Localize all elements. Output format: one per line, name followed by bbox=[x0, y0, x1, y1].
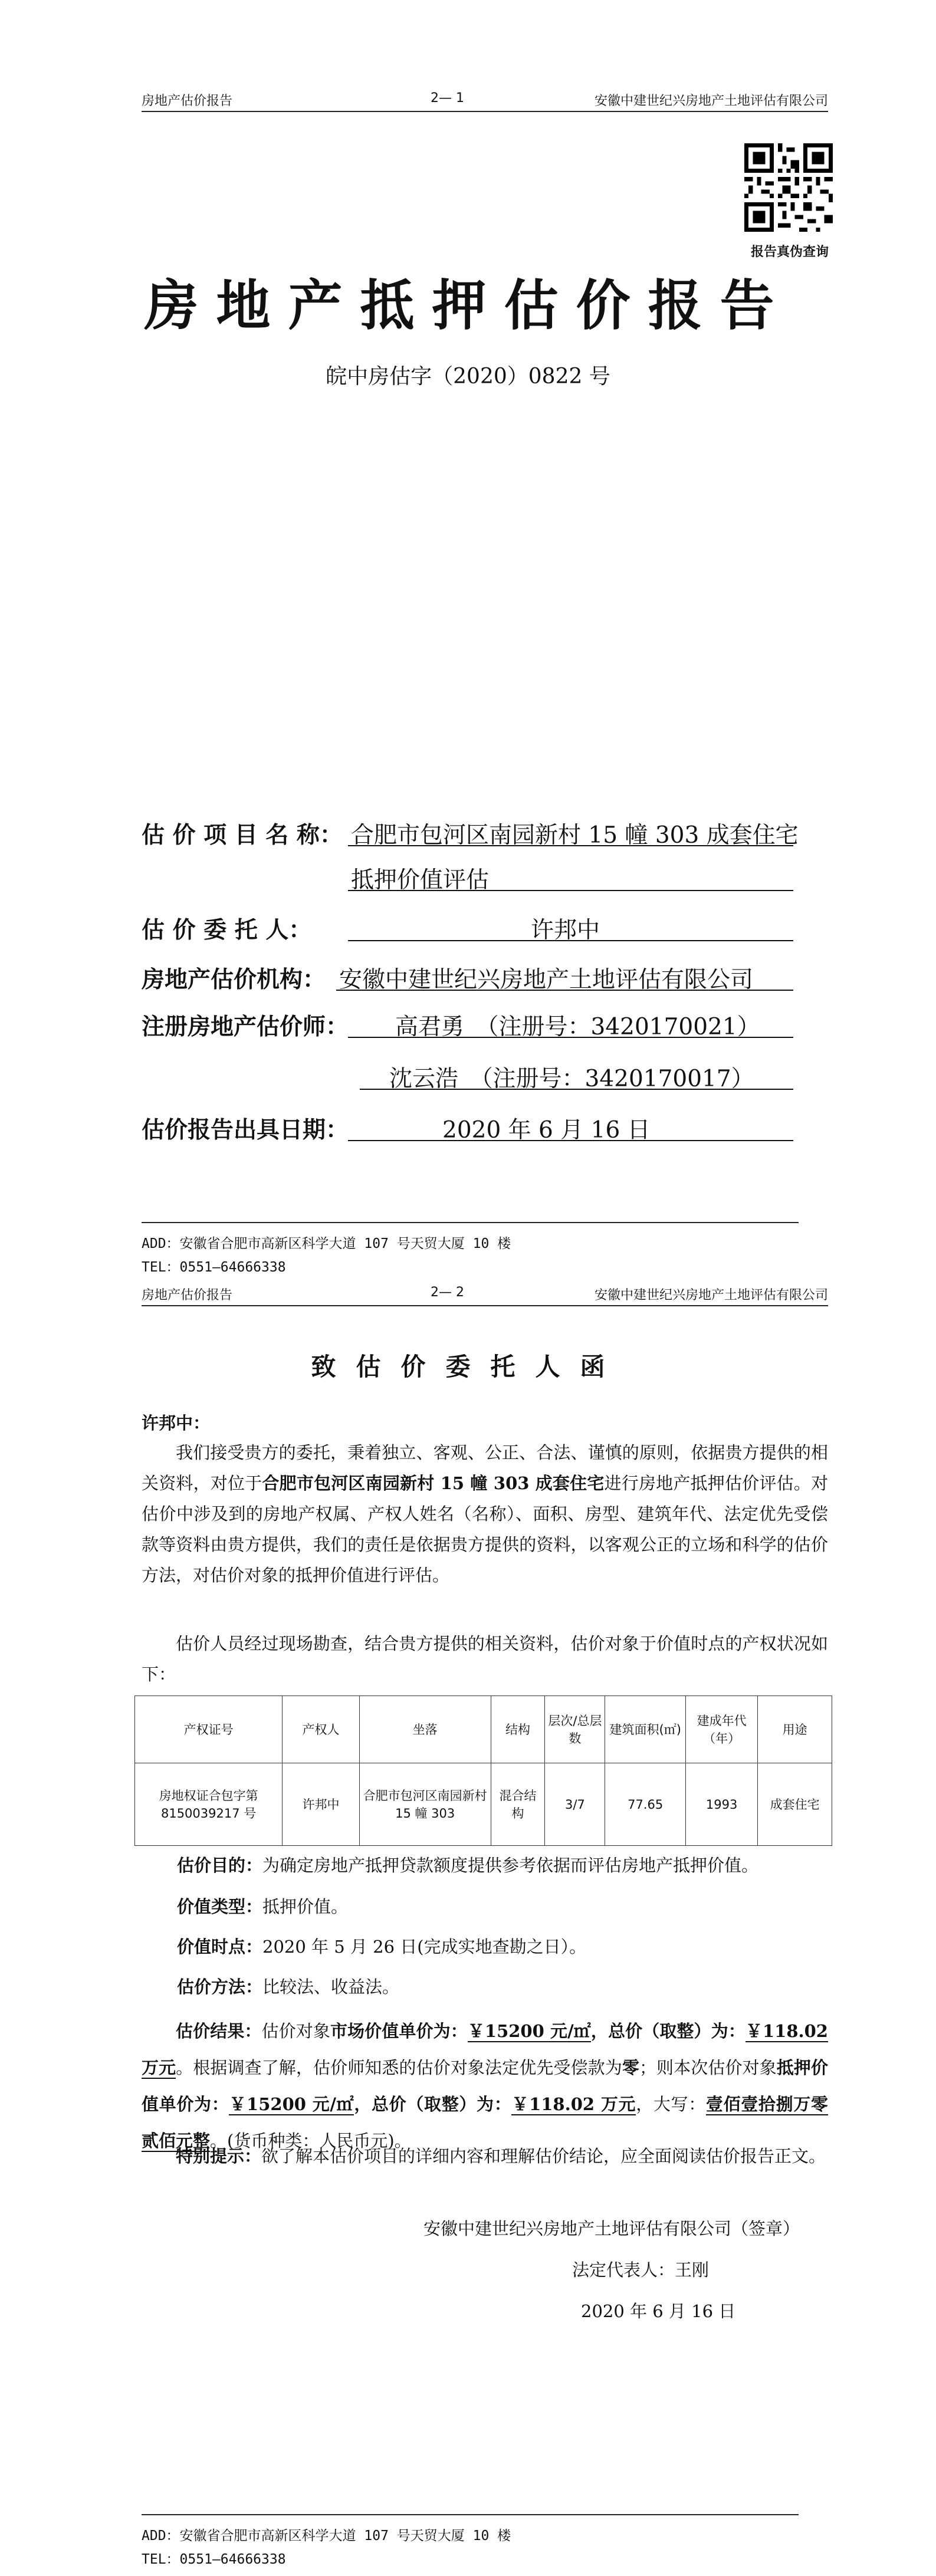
appraiser-1: 高君勇 （注册号：3420170021） bbox=[395, 1014, 760, 1040]
purpose-value: 为确定房地产抵押贷款额度提供参考依据而评估房地产抵押价值。 bbox=[262, 1855, 759, 1875]
notice-label: 特别提示： bbox=[176, 2146, 262, 2166]
project-name-label: 估 价 项 目 名 称： bbox=[142, 822, 343, 849]
result-text: 抵押价值单价为： bbox=[142, 2058, 828, 2114]
project-name-value-2: 抵押价值评估 bbox=[351, 867, 490, 893]
mortgage-total-price: ￥118.02 万元 bbox=[511, 2094, 636, 2114]
header-left: 房地产估价报告 bbox=[142, 1288, 233, 1303]
underline bbox=[360, 1089, 793, 1090]
header-left: 房地产估价报告 bbox=[142, 94, 233, 109]
appraiser-2: 沈云浩 （注册号：3420170017） bbox=[389, 1066, 754, 1092]
survey-paragraph: 估价人员经过现场勘查，结合贵方提供的相关资料，估价对象于价值时点的产权状况如下： bbox=[142, 1634, 828, 1684]
page-header bbox=[142, 88, 828, 112]
footer-address: ADD：安徽省合肥市高新区科学大道 107 号天贸大厦 10 楼 bbox=[142, 2528, 511, 2544]
table-row bbox=[135, 1763, 832, 1846]
col-owner: 产权人 bbox=[283, 1696, 359, 1763]
footer-divider bbox=[142, 2514, 799, 2515]
result-text: 。根据调查了解，估价师知悉的估价对象法定优先受偿款为 bbox=[176, 2058, 622, 2078]
col-use: 用途 bbox=[758, 1696, 832, 1763]
cell-structure: 混合结构 bbox=[491, 1763, 545, 1846]
qr-code-icon bbox=[744, 143, 833, 232]
value-time-value: 2020 年 5 月 26 日(完成实地查勘之日）。 bbox=[262, 1937, 587, 1957]
property-rights-table bbox=[134, 1696, 832, 1846]
cell-area: 77.65 bbox=[605, 1763, 686, 1846]
col-year: 建成年代（年） bbox=[686, 1696, 758, 1763]
result-text: ，总价（取整）为： bbox=[590, 2021, 745, 2041]
value-type-label: 价值类型： bbox=[177, 1897, 263, 1917]
method-value: 比较法、收益法。 bbox=[262, 1977, 400, 1997]
issue-date-label: 估价报告出具日期： bbox=[142, 1116, 349, 1144]
property-address: 合肥市包河区南园新村 15 幢 303 成套住宅 bbox=[262, 1473, 605, 1493]
signing-date: 2020 年 6 月 16 日 bbox=[581, 2301, 736, 2321]
cell-floor: 3/7 bbox=[545, 1763, 605, 1846]
table-header-row bbox=[135, 1696, 832, 1763]
footer-phone: TEL：0551—64666338 bbox=[142, 2552, 286, 2567]
issue-date-value: 2020 年 6 月 16 日 bbox=[442, 1117, 651, 1144]
result-text: ，总价（取整）为： bbox=[354, 2094, 512, 2114]
agency-value: 安徽中建世纪兴房地产土地评估有限公司 bbox=[339, 967, 754, 993]
intro-text-a: 我们接受贵方的委托，秉着独立、客观、公正、合法、谨慎的原则，依据贵方提供的相关资料，对位于 bbox=[142, 1443, 828, 1493]
market-total-price: ￥118.02 万元 bbox=[142, 2021, 828, 2078]
project-name-value: 合肥市包河区南园新村 15 幢 303 成套住宅 bbox=[351, 822, 799, 849]
result-label: 估价结果： bbox=[176, 2021, 262, 2041]
method-line bbox=[177, 1972, 828, 2002]
footer-phone: TEL：0551—64666338 bbox=[142, 1260, 286, 1275]
result-text: ，大写： bbox=[636, 2094, 706, 2114]
purpose-line bbox=[177, 1850, 828, 1881]
signing-company: 安徽中建世纪兴房地产土地评估有限公司（签章） bbox=[423, 2219, 800, 2239]
report-cover-page bbox=[0, 0, 936, 1283]
col-floor: 层次/总层数 bbox=[545, 1696, 605, 1763]
cell-location: 合肥市包河区南园新村 15 幢 303 bbox=[359, 1763, 491, 1846]
cell-owner: 许邦中 bbox=[283, 1763, 359, 1846]
notice-value: 欲了解本估价项目的详细内容和理解估价结论，应全面阅读估价报告正文。 bbox=[261, 2146, 826, 2166]
market-unit-price: ￥15200 元/㎡ bbox=[467, 2021, 591, 2041]
footer-divider bbox=[142, 1222, 799, 1223]
priority-claim: 零 bbox=[622, 2058, 639, 2078]
letter-to-client-page bbox=[0, 1283, 936, 2576]
cell-cert-no: 房地权证合包字第8150039217 号 bbox=[135, 1763, 283, 1846]
client-label: 估 价 委 托 人： bbox=[142, 916, 312, 944]
underline bbox=[348, 845, 793, 846]
mortgage-unit-price: ￥15200 元/㎡ bbox=[229, 2094, 354, 2114]
result-text: 估价对象 bbox=[261, 2021, 330, 2041]
cell-year: 1993 bbox=[686, 1763, 758, 1846]
value-type-line bbox=[177, 1891, 828, 1922]
salutation: 许邦中： bbox=[142, 1413, 211, 1433]
agency-label: 房地产估价机构： bbox=[142, 966, 326, 993]
amount-in-words: 壹佰壹拾捌万零贰佰元整 bbox=[142, 2094, 828, 2151]
col-structure: 结构 bbox=[491, 1696, 545, 1763]
footer-address: ADD：安徽省合肥市高新区科学大道 107 号天贸大厦 10 楼 bbox=[142, 1236, 511, 1251]
method-label: 估价方法： bbox=[177, 1977, 263, 1997]
report-title: 房地产抵押估价报告 bbox=[144, 274, 792, 337]
underline bbox=[348, 940, 793, 941]
result-text: 市场价值单价为： bbox=[330, 2021, 468, 2041]
result-text: 。(货币种类：人民币元)。 bbox=[210, 2131, 412, 2151]
purpose-label: 估价目的： bbox=[177, 1855, 263, 1875]
page-header bbox=[142, 1283, 828, 1306]
legal-representative: 法定代表人：王刚 bbox=[572, 2260, 710, 2280]
value-time-line bbox=[177, 1931, 828, 1962]
value-type-value: 抵押价值。 bbox=[262, 1897, 349, 1917]
col-cert-no: 产权证号 bbox=[135, 1696, 283, 1763]
value-time-label: 价值时点： bbox=[177, 1937, 263, 1957]
appraiser-label: 注册房地产估价师： bbox=[142, 1013, 349, 1040]
document-number: 皖中房估字（2020）0822 号 bbox=[326, 364, 610, 389]
intro-paragraph bbox=[142, 1437, 828, 1591]
col-location: 坐落 bbox=[359, 1696, 491, 1763]
col-area: 建筑面积(㎡) bbox=[605, 1696, 686, 1763]
underline bbox=[348, 890, 793, 891]
underline bbox=[336, 990, 793, 991]
client-value: 许邦中 bbox=[531, 917, 600, 944]
intro-text-c: 进行房地产抵押估价评估。对估价中涉及到的房地产权属、产权人姓名（名称）、面积、房型、建筑年代、法定优先受偿款等资料由贵方提供，我们的责任是依据贵方提供的资料，以客观公正的立场和科学的估价方法，对估价对象的抵押价值进行评估。 bbox=[142, 1473, 828, 1585]
special-notice bbox=[142, 2138, 828, 2174]
cell-use: 成套住宅 bbox=[758, 1763, 832, 1846]
qr-caption: 报告真伪查询 bbox=[750, 245, 829, 259]
header-right: 安徽中建世纪兴房地产土地评估有限公司 bbox=[594, 1288, 828, 1303]
header-right: 安徽中建世纪兴房地产土地评估有限公司 bbox=[594, 94, 828, 109]
letter-title: 致估价委托人函 bbox=[311, 1352, 625, 1381]
header-page-number: 2— 1 bbox=[431, 91, 464, 106]
underline bbox=[348, 1140, 793, 1141]
result-paragraph bbox=[142, 2013, 828, 2159]
header-page-number: 2— 2 bbox=[431, 1285, 464, 1300]
result-text: ；则本次估价对象 bbox=[639, 2058, 777, 2078]
underline bbox=[348, 1037, 793, 1038]
